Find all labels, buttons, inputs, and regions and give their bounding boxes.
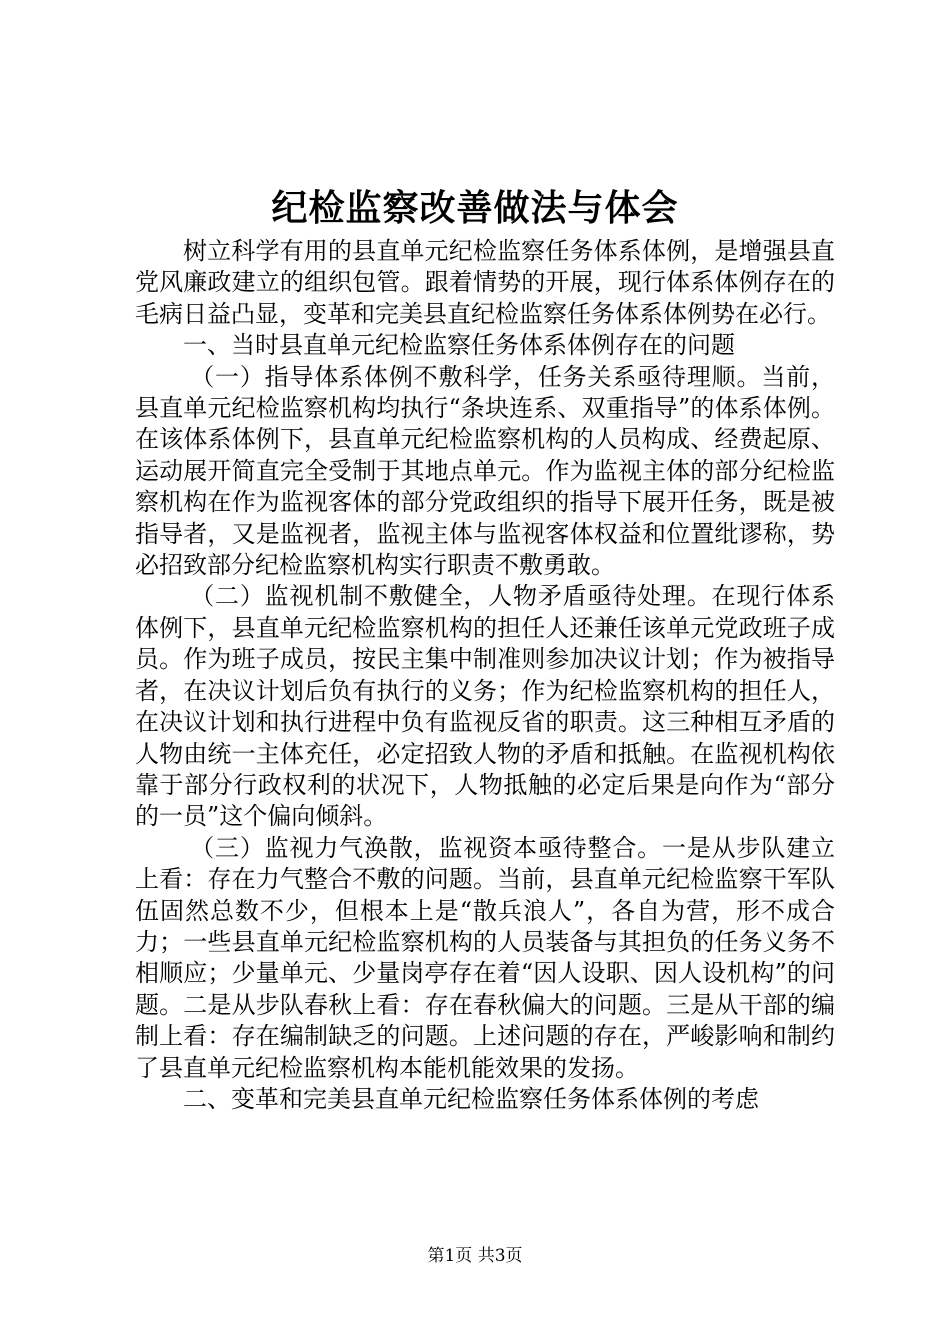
section-heading-1: 一、当时县直单元纪检监察任务体系体例存在的问题 (183, 331, 735, 360)
subsection-paragraph-2: （二）监视机制不敷健全，人物矛盾亟待处理。在现行体系体例下，县直单元纪检监察机构的担任人还兼任该单元党政班子成员。作为班子成员，按民主集中制准则参加决议计划；作为被指导者，在决议计划后负有执行的义务；作为纪检监察机构的担任人，在决议计划和执行进程中负有监视反省的职责。这三种相互矛盾的人物由统一主体充任，必定招致人物的矛盾和抵触。在监视机构依靠于部分行政权利的状况下，人物抵触的必定后果是向作为“部分的一员”这个偏向倾斜。 (135, 582, 835, 831)
document-title: 纪检监察改善做法与体会 (271, 187, 679, 229)
document-body (135, 236, 835, 1115)
subsection-paragraph-1: （一）指导体系体例不敷科学，任务关系亟待理顺。当前，县直单元纪检监察机构均执行“条块连系、双重指导”的体系体例。在该体系体例下，县直单元纪检监察机构的人员构成、经费起原、运动展开简直完全受制于其地点单元。作为监视主体的部分纪检监察机构在作为监视客体的部分党政组织的指导下展开任务，既是被指导者，又是监视者，监视主体与监视客体权益和位置纰谬称，势必招致部分纪检监察机构实行职责不敷勇敢。 (135, 362, 835, 580)
subsection-paragraph-3: （三）监视力气涣散，监视资本亟待整合。一是从步队建立上看：存在力气整合不敷的问题。当前，县直单元纪检监察干军队伍固然总数不少，但根本上是“散兵浪人”，各自为营，形不成合力；一些县直单元纪检监察机构的人员装备与其担负的任务义务不相顺应；少量单元、少量岗亭存在着“因人设职、因人设机构”的问题。二是从步队春秋上看：存在春秋偏大的问题。三是从干部的编制上看：存在编制缺乏的问题。上述问题的存在，严峻影响和制约了县直单元纪检监察机构本能机能效果的发扬。 (135, 833, 835, 1082)
section-heading-2: 二、变革和完美县直单元纪检监察任务体系体例的考虑 (183, 1084, 759, 1113)
intro-paragraph: 树立科学有用的县直单元纪检监察任务体系体例，是增强县直党风廉政建立的组织包管。跟着情势的开展，现行体系体例存在的毛病日益凸显，变革和完美县直纪检监察任务体系体例势在必行。 (135, 237, 835, 328)
page-number-footer: 第1页 共3页 (427, 1246, 523, 1266)
